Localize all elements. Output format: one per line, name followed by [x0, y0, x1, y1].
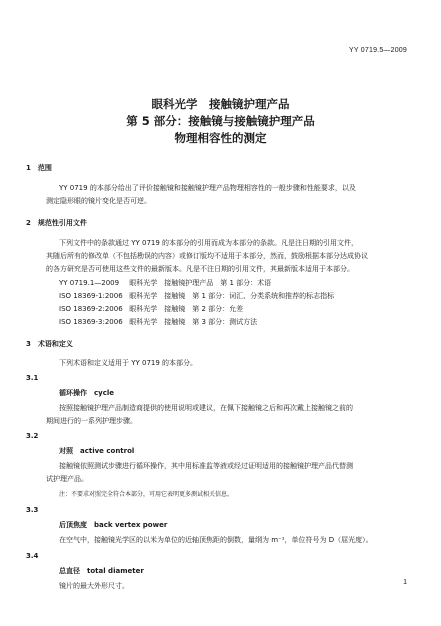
reference-code: ISO 18369-3:2006 — [59, 318, 123, 326]
section-3-heading: 3 术语和定义 — [26, 340, 73, 348]
reference-title: 眼科光学 接触镜 第 3 部分：测试方法 — [129, 318, 258, 326]
section-1-para-line-2: 测定隐形眼的镜片变化是否可逆。 — [46, 197, 151, 205]
term-definition-line-1: 按照接触镜护理产品制造商提供的使用说明或建议，在佩下接触镜之后和再次戴上接触镜之前的 — [59, 404, 353, 412]
section-3-intro: 下列术语和定义适用于 YY 0719 的本部分。 — [59, 359, 198, 367]
title-line-3: 物理相容性的测定 — [174, 131, 267, 145]
section-1-para-line-1: YY 0719 的本部分给出了评价接触镜和接触镜护理产品物理相容性的一般步骤和性能要求，以及 — [59, 184, 356, 192]
section-2-heading: 2 规范性引用文件 — [26, 219, 87, 227]
reference-title: 眼科光学 接触镜 第 1 部分：词汇、分类系统和推荐的标志指标 — [129, 292, 335, 300]
term-number: 3.3 — [26, 506, 39, 514]
term-definition-line-1: 接触镜依照测试步骤进行循环操作，其中用标准监等液或经过证明适用的接触镜护理产品代替测 — [59, 462, 353, 470]
term-definition-line-1: 在空气中，接触镜光学区的以米为单位的近轴顶焦距的倒数，量纲为 m⁻¹，单位符号为 D（屈光度）。 — [59, 536, 373, 544]
term-number: 3.2 — [26, 432, 39, 440]
term-title: 对照 active control — [59, 447, 135, 455]
term-title: 总直径 total diameter — [59, 567, 144, 575]
title-line-1: 眼科光学 接触镜护理产品 — [151, 97, 290, 111]
normative-reference — [59, 317, 257, 328]
section-2-para-line-3: 的各方研究是否可使用这些文件的最新版本。凡是不注日期的引用文件，其最新版本适用于本部分。 — [46, 265, 354, 273]
reference-code: ISO 18369-2:2006 — [59, 305, 123, 313]
normative-reference — [59, 304, 243, 315]
section-2-para-line-1: 下列文件中的条款通过 YY 0719 的本部分的引用而成为本部分的条款。凡是注日期的引用文件， — [59, 239, 359, 247]
page-number: 1 — [403, 579, 407, 586]
normative-reference — [59, 291, 334, 302]
term-title: 后顶焦度 back vertex power — [59, 521, 168, 529]
normative-reference — [59, 278, 271, 289]
term-number: 3.4 — [26, 552, 39, 560]
reference-code: YY 0719.1—2009 — [59, 279, 120, 287]
document-title — [0, 96, 441, 147]
term-number: 3.1 — [26, 374, 39, 382]
section-2-para-line-2: 其随后所有的修改单（不包括勘误的内容）或修订版均不适用于本部分，然而，鼓励根据本部分达成协议 — [46, 252, 368, 260]
reference-title: 眼科光学 接触镜 第 2 部分：允差 — [129, 305, 244, 313]
title-line-2: 第 5 部分：接触镜与接触镜护理产品 — [126, 114, 315, 128]
term-title: 循环操作 cycle — [59, 389, 115, 397]
reference-code: ISO 18369-1:2006 — [59, 292, 123, 300]
reference-title: 眼科光学 接触镜护理产品 第 1 部分：术语 — [129, 279, 272, 287]
section-1-heading: 1 范围 — [26, 164, 52, 172]
term-definition-line-2: 期间进行的一系列护理步骤。 — [46, 417, 137, 425]
term-note: 注：不要求对照完全符合本部分，可用它表明更多测试相关信息。 — [59, 491, 234, 498]
standard-code: YY 0719.5—2009 — [349, 47, 407, 54]
term-definition-line-1: 镜片的最大外形尺寸。 — [59, 582, 129, 590]
term-definition-line-2: 试护理产品。 — [46, 475, 88, 483]
